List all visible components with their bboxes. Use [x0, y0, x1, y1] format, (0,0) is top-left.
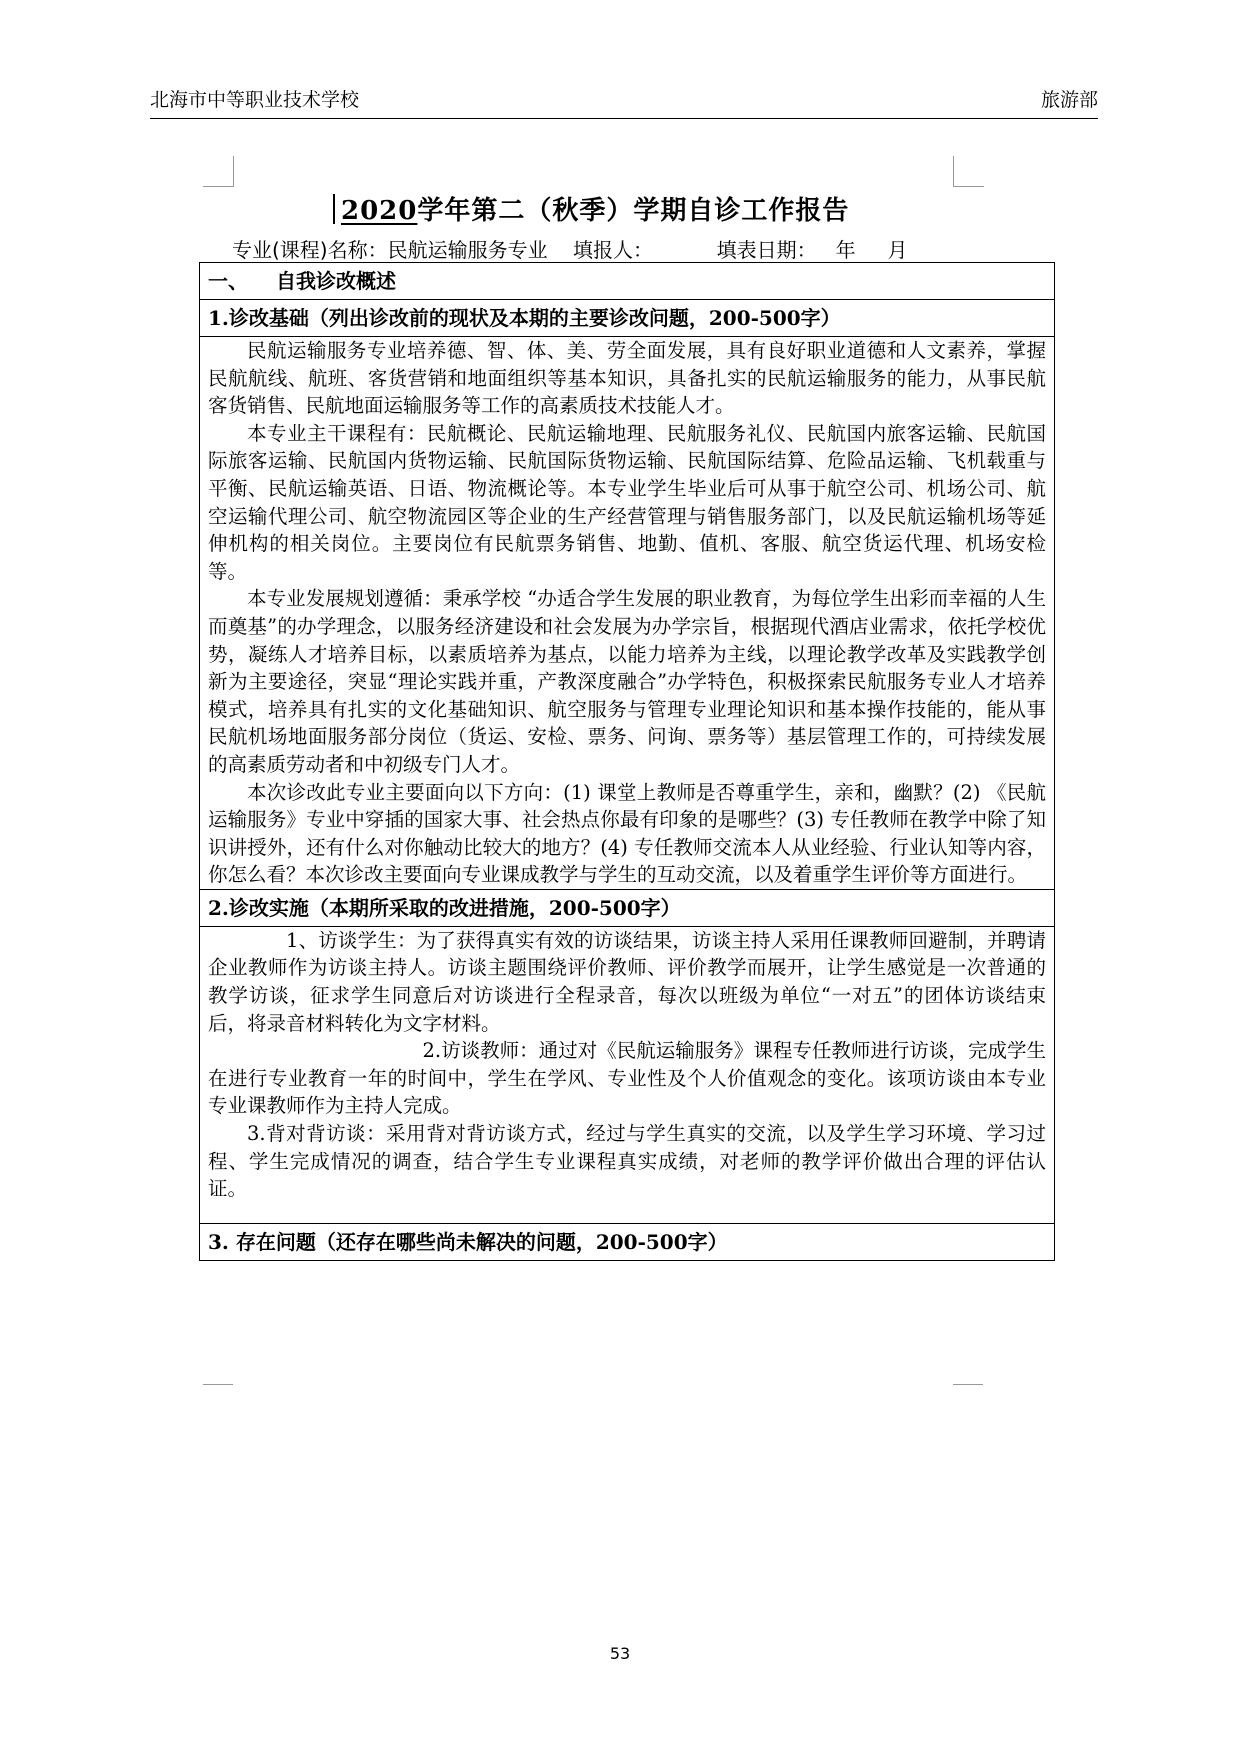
paragraph: 本专业主干课程有：民航概论、民航运输地理、民航服务礼仪、民航国内旅客运输、民航国际旅客运输、民航国内货物运输、民航国际货物运输、民航国际结算、危险品运输、飞机载重与平衡、民航运输英语、日语、物流概论等。本专业学生毕业后可从事于航空公司、机场公司、航空运输代理公司、航空物流园区等企业的生产经营管理与销售服务部门，以及民航运输机场等延伸机构的相关岗位。主要岗位有民航票务销售、地勤、值机、客服、航空货运代理、机场安检等。 [208, 421, 1046, 583]
report-table [199, 262, 1055, 1261]
subsection-2-heading: 2.诊改实施（本期所采取的改进措施，200-500字） [200, 889, 1055, 926]
paragraph: 本专业发展规划遵循：秉承学校 “办适合学生发展的职业教育，为每位学生出彩而幸福的人生而奠基”的办学理念，以服务经济建设和社会发展为办学宗旨，根据现代酒店业需求，依托学校优势，凝练人才培养目标，以素质培养为基点，以能力培养为主线，以理论教学改革及实践教学创新为主要途径，突显“理论实践并重，产教深度融合”办学特色，积极探索民航服务专业人才培养模式，培养具有扎实的文化基础知识、航空服务与管理专业理论知识和基本操作技能的，能从事民航机场地面服务部分岗位（货运、安检、票务、问询、票务等）基层管理工作的，可持续发展的高素质劳动者和中初级专门人才。 [208, 587, 1046, 776]
subsection-1-body [200, 337, 1055, 890]
paragraph: 本次诊改此专业主要面向以下方向：(1) 课堂上教师是否尊重学生，亲和，幽默？(2) 《民航运输服务》专业中穿插的国家大事、社会热点你最有印象的是哪些？(3) 专任教师在教学中除了知识讲授外，还有什么对你触动比较大的地方？(4) 专任教师交流本人从业经验、行业认知等内容，你怎么看？本次诊改主要面向专业课成教学与学生的互动交流，以及着重学生评价等方面进行。 [208, 780, 1046, 887]
report-meta-line: 专业(课程)名称：民航运输服务专业 填报人： 填表日期： 年 月 [232, 238, 908, 262]
paragraph: 1、访谈学生：为了获得真实有效的访谈结果，访谈主持人采用任课教师回避制，并聘请企业教师作为访谈主持人。访谈主题围绕评价教师、评价教学而展开，让学生感觉是一次普通的教学访谈，征求学生同意后对访谈进行全程录音，每次以班级为单位“一对五”的团体访谈结束后，将录音材料转化为文字材料。 [208, 928, 1046, 1035]
crop-mark-top-right [953, 156, 984, 187]
subsection-1-heading: 1.诊改基础（列出诊改前的现状及本期的主要诊改问题，200-500字） [200, 300, 1055, 337]
title-text: 学年第二（秋季）学期自诊工作报告 [417, 196, 850, 226]
section-1-label: 自我诊改概述 [276, 269, 396, 293]
report-title [333, 190, 849, 227]
page-number: 53 [609, 1644, 631, 1663]
subsection-2-body [200, 926, 1055, 1223]
crop-mark-top-left [203, 156, 234, 187]
paragraph: 民航运输服务专业培养德、智、体、美、劳全面发展，具有良好职业道德和人文素养，掌握民航航线、航班、客货营销和地面组织等基本知识，具备扎实的民航运输服务的能力，从事民航客货销售、民航地面运输服务等工作的高素质技术技能人才。 [208, 339, 1046, 418]
crop-mark-bottom-right [953, 1384, 983, 1386]
section-1-number: 一、 [208, 269, 248, 293]
text-cursor [333, 194, 335, 224]
subsection-3-heading: 3. 存在问题（还存在哪些尚未解决的问题，200-500字） [200, 1223, 1055, 1260]
school-name: 北海市中等职业技术学校 [150, 89, 360, 111]
crop-mark-bottom-left [203, 1384, 233, 1386]
paragraph: 2.访谈教师：通过对《民航运输服务》课程专任教师进行访谈，完成学生在进行专业教育一年的时间中，学生在学风、专业性及个人价值观念的变化。该项访谈由本专业专业课教师作为主持人完成。 [208, 1039, 1046, 1118]
title-year: 2020 [341, 196, 418, 226]
section-1-heading [200, 263, 1055, 300]
page-header [150, 86, 1098, 119]
department-name: 旅游部 [1040, 89, 1098, 111]
paragraph: 3.背对背访谈：采用背对背访谈方式，经过与学生真实的交流，以及学生学习环境、学习过程、学生完成情况的调查，结合学生专业课程真实成绩，对老师的教学评价做出合理的评估认证。 [208, 1122, 1046, 1201]
